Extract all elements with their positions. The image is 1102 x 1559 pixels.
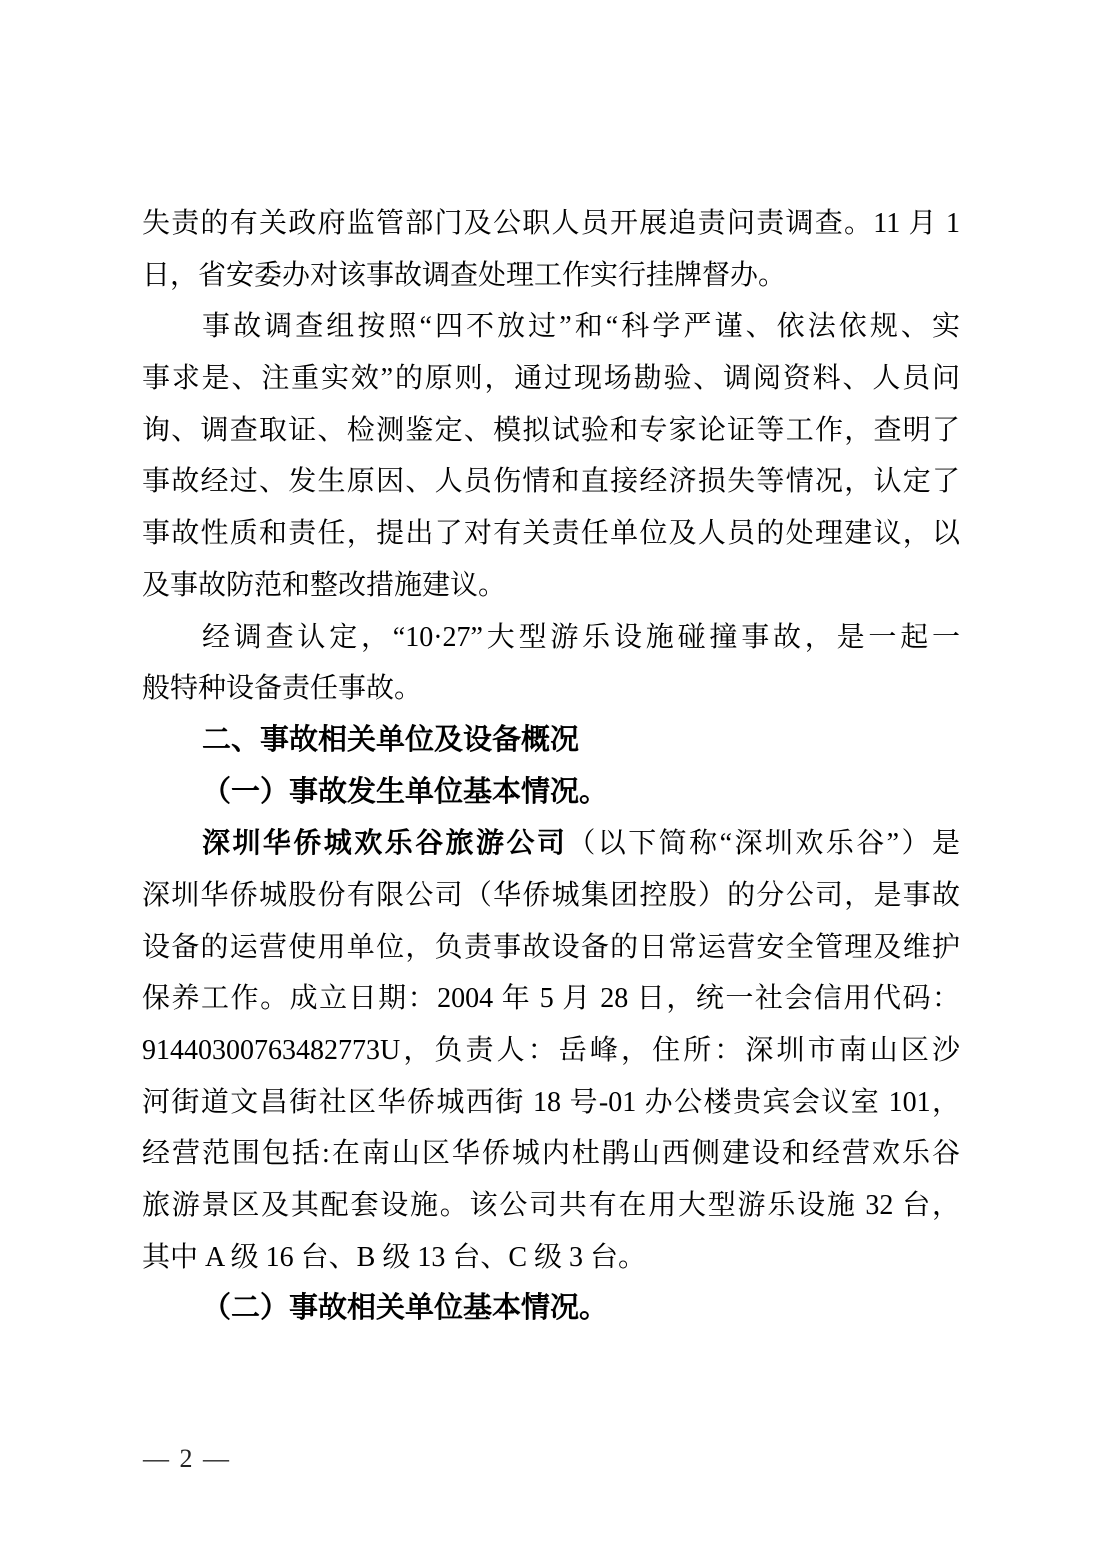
heading-sub (142, 767, 960, 819)
text-line (142, 456, 960, 508)
text-run: 经营范围包括:在南山区华侨城内杜鹃山西侧建设和经营欢乐谷 (142, 1138, 960, 1170)
text-line (142, 508, 960, 560)
text-line (142, 1180, 960, 1232)
text-run: 其中 A 级 16 台、B 级 13 台、C 级 3 台。 (142, 1241, 647, 1273)
text-run: 旅游景区及其配套设施。该公司共有在用大型游乐设施 32 台， (142, 1190, 960, 1222)
text-run: 失责的有关政府监管部门及公职人员开展追责问责调查。11 月 1 (142, 208, 960, 239)
bold-text-run: （一）事故发生单位基本情况。 (202, 775, 609, 808)
text-line (142, 1128, 960, 1180)
text-line (142, 663, 960, 715)
document-body (142, 198, 960, 1335)
text-run: 河街道文昌街社区华侨城西街 18 号-01 办公楼贵宾会议室 101， (142, 1086, 960, 1118)
text-run: 日，省安委办对该事故调查处理工作实行挂牌督办。 (142, 259, 787, 291)
text-line (142, 1077, 960, 1129)
text-line (142, 560, 960, 612)
text-run: 保养工作。成立日期：2004 年 5 月 28 日，统一社会信用代码： (142, 983, 960, 1015)
text-line (142, 1025, 960, 1077)
text-run: 事故性质和责任，提出了对有关责任单位及人员的处理建议，以 (142, 518, 960, 550)
page-number: — 2 — (143, 1444, 231, 1473)
text-line (142, 870, 960, 922)
text-line (142, 612, 960, 664)
text-line (142, 301, 960, 353)
text-run: 事故调查组按照“四不放过”和“科学严谨、依法依规、实 (202, 311, 960, 343)
text-line (142, 1232, 960, 1284)
page-footer (143, 1442, 231, 1476)
bold-text-run: 深圳华侨城欢乐谷旅游公司 (202, 828, 568, 860)
text-run: 事求是、注重实效”的原则，通过现场勘验、调阅资料、人员问 (142, 363, 960, 395)
text-line (142, 818, 960, 870)
text-line (142, 973, 960, 1025)
text-run: 事故经过、发生原因、人员伤情和直接经济损失等情况，认定了 (142, 466, 960, 498)
text-run: 设备的运营使用单位，负责事故设备的日常运营安全管理及维护 (142, 931, 960, 963)
text-run: 及事故防范和整改措施建议。 (142, 569, 507, 601)
text-line (142, 405, 960, 457)
heading-main (142, 715, 960, 767)
bold-text-run: （二）事故相关单位基本情况。 (202, 1292, 609, 1325)
text-run: 91440300763482773U，负责人：岳峰，住所：深圳市南山区沙 (142, 1035, 960, 1066)
heading-sub (142, 1283, 960, 1335)
text-line (142, 198, 960, 250)
text-run: 询、调查取证、检测鉴定、模拟试验和专家论证等工作，查明了 (142, 414, 960, 446)
text-run: （以下简称“深圳欢乐谷”）是 (567, 828, 960, 860)
text-run: 经调查认定，“10·27”大型游乐设施碰撞事故，是一起一 (202, 621, 960, 653)
text-line (142, 353, 960, 405)
text-line (142, 250, 960, 302)
text-run: 般特种设备责任事故。 (142, 673, 423, 705)
text-line (142, 922, 960, 974)
text-run: 深圳华侨城股份有限公司（华侨城集团控股）的分公司，是事故 (142, 879, 960, 911)
bold-text-run: 二、事故相关单位及设备概况 (202, 723, 580, 756)
